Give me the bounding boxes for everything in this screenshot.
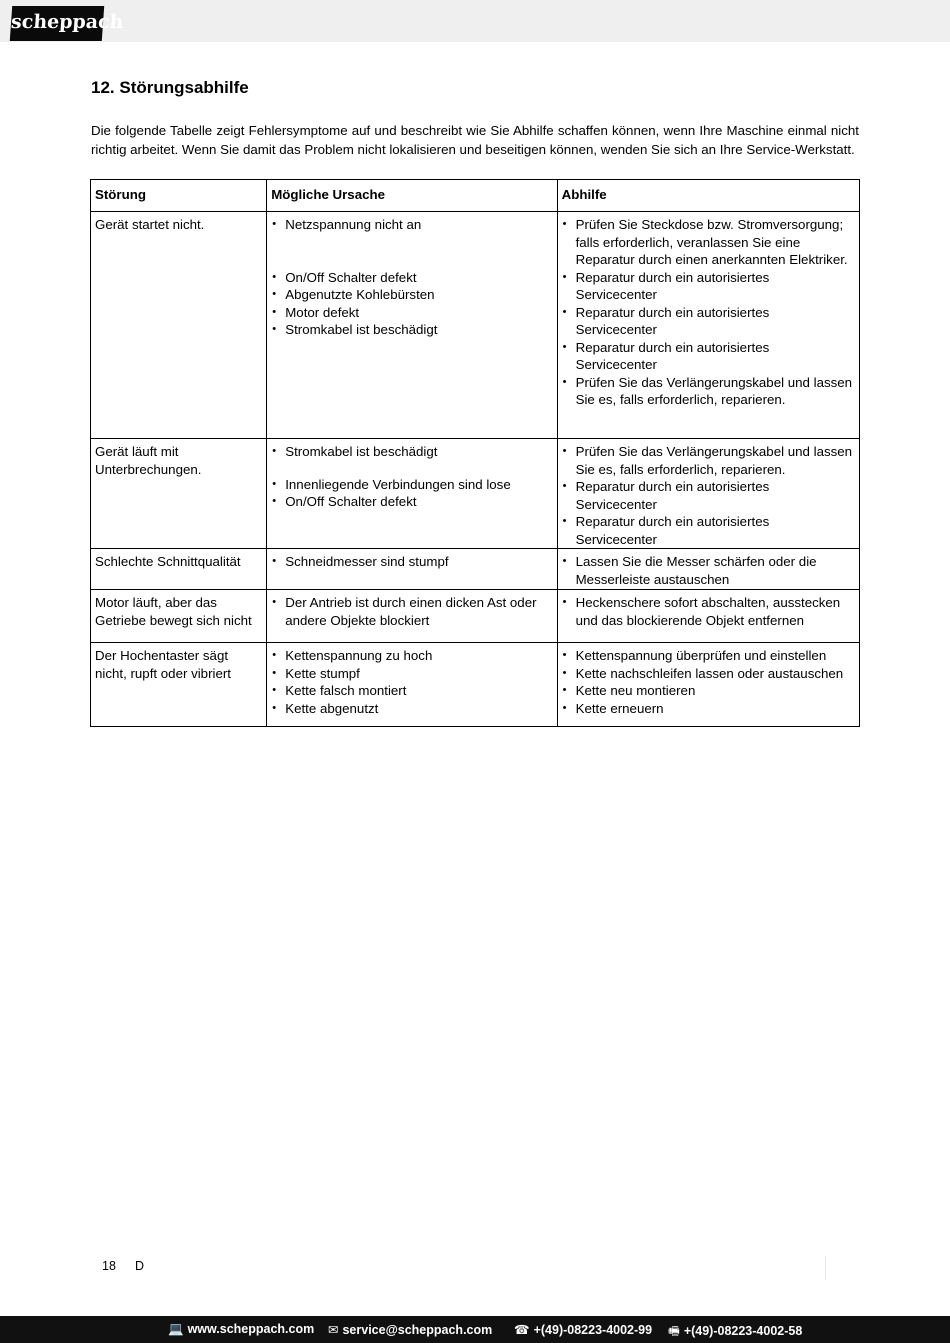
phone-info (514, 1322, 652, 1337)
page-number: 18 (102, 1259, 116, 1273)
remedy-item: • Kette nachschleifen lassen oder austauschen (562, 665, 854, 683)
table-header-row (91, 180, 860, 212)
table-row (91, 212, 860, 439)
troubleshooting-table (90, 179, 860, 727)
contact-bar (0, 1316, 950, 1343)
remedy-cell (557, 643, 859, 727)
cause-item: • Stromkabel ist beschädigt (271, 443, 551, 461)
remedy-item: • Reparatur durch ein autorisiertes Servicecenter (562, 304, 854, 339)
fax-icon: 🖷 (668, 1324, 680, 1338)
table-row (91, 590, 860, 643)
cause-item: • Schneidmesser sind stumpf (271, 553, 551, 571)
header-cause: Mögliche Ursache (267, 180, 557, 212)
table-row (91, 643, 860, 727)
remedy-cell (557, 439, 859, 549)
cause-cell (267, 212, 557, 439)
header-problem: Störung (91, 180, 267, 212)
phone-text: +(49)-08223-4002-99 (533, 1323, 653, 1337)
remedy-item: • Prüfen Sie Steckdose bzw. Stromversorgung; falls erforderlich, veranlassen Sie eine Reparatur durch einen anerkannten Elektriker. (562, 216, 854, 269)
remedy-cell (557, 212, 859, 439)
remedy-item: • Kettenspannung überprüfen und einstellen (562, 647, 854, 665)
remedy-item: • Reparatur durch ein autorisiertes Servicecenter (562, 339, 854, 374)
cause-item: • Kette stumpf (271, 665, 551, 683)
table-row (91, 549, 860, 590)
website-text: www.scheppach.com (187, 1322, 315, 1336)
remedy-item: • Reparatur durch ein autorisiertes Servicecenter (562, 478, 854, 513)
remedy-item: • Kette erneuern (562, 700, 854, 718)
section-title: 12. Störungsabhilfe (91, 78, 249, 97)
table-row (91, 439, 860, 549)
remedy-item: • Lassen Sie die Messer schärfen oder die Messerleiste austauschen (562, 553, 854, 588)
cause-item: • Netzspannung nicht an (271, 216, 551, 234)
problem-cell: Gerät startet nicht. (91, 212, 267, 439)
remedy-item: • Reparatur durch ein autorisiertes Servicecenter (562, 513, 854, 548)
cause-cell (267, 549, 557, 590)
cause-item: • Kette falsch montiert (271, 682, 551, 700)
remedy-item: • Prüfen Sie das Verlängerungskabel und lassen Sie es, falls erforderlich, reparieren. (562, 374, 854, 409)
header-bar (0, 0, 950, 42)
cause-cell (267, 643, 557, 727)
cause-item: • Motor defekt (271, 304, 551, 322)
remedy-cell (557, 549, 859, 590)
cause-cell (267, 590, 557, 643)
remedy-item: • Reparatur durch ein autorisiertes Servicecenter (562, 269, 854, 304)
cause-cell (267, 439, 557, 549)
footer-divider (825, 1256, 826, 1280)
cause-item: • Der Antrieb ist durch einen dicken Ast oder andere Objekte blockiert (271, 594, 551, 629)
brand-logo: scheppach (10, 6, 104, 41)
fax-info (668, 1322, 802, 1343)
problem-cell: Der Hochentaster sägt nicht, rupft oder vibriert (91, 643, 267, 727)
header-remedy: Abhilfe (557, 180, 859, 212)
email-text: service@scheppach.com (342, 1323, 493, 1337)
problem-cell: Gerät läuft mit Unterbrechungen. (91, 439, 267, 549)
cause-item: • Kettenspannung zu hoch (271, 647, 551, 665)
problem-cell: Schlechte Schnittqualität (91, 549, 267, 590)
website-link[interactable] (168, 1322, 314, 1337)
cause-item: • Abgenutzte Kohlebürsten (271, 286, 551, 304)
remedy-item: • Heckenschere sofort abschalten, ausstecken und das blockierende Objekt entfernen (562, 594, 854, 629)
language-code: D (135, 1259, 145, 1273)
intro-paragraph: Die folgende Tabelle zeigt Fehlersymptome auf und beschreibt wie Sie Abhilfe schaffen können, wenn Ihre Maschine einmal nicht richtig arbeitet. Wenn Sie damit das Problem nicht lokalisieren und beseitigen können, wenden Sie sich an Ihre Service-Werkstatt. (91, 123, 859, 157)
fax-text: +(49)-08223-4002-58 (683, 1324, 803, 1338)
remedy-item: • Kette neu montieren (562, 682, 854, 700)
computer-icon: 💻 (168, 1322, 184, 1336)
cause-item: • Kette abgenutzt (271, 700, 551, 718)
phone-icon: ☎ (514, 1323, 530, 1337)
remedy-cell (557, 590, 859, 643)
email-link[interactable] (328, 1322, 492, 1337)
mail-icon: ✉ (328, 1323, 339, 1337)
cause-item: • On/Off Schalter defekt (271, 269, 551, 287)
cause-item: • Stromkabel ist beschädigt (271, 321, 551, 339)
cause-item: • On/Off Schalter defekt (271, 493, 551, 511)
remedy-item: • Prüfen Sie das Verlängerungskabel und lassen Sie es, falls erforderlich, reparieren. (562, 443, 854, 478)
cause-item: • Innenliegende Verbindungen sind lose (271, 476, 551, 494)
problem-cell: Motor läuft, aber das Getriebe bewegt sich nicht (91, 590, 267, 643)
